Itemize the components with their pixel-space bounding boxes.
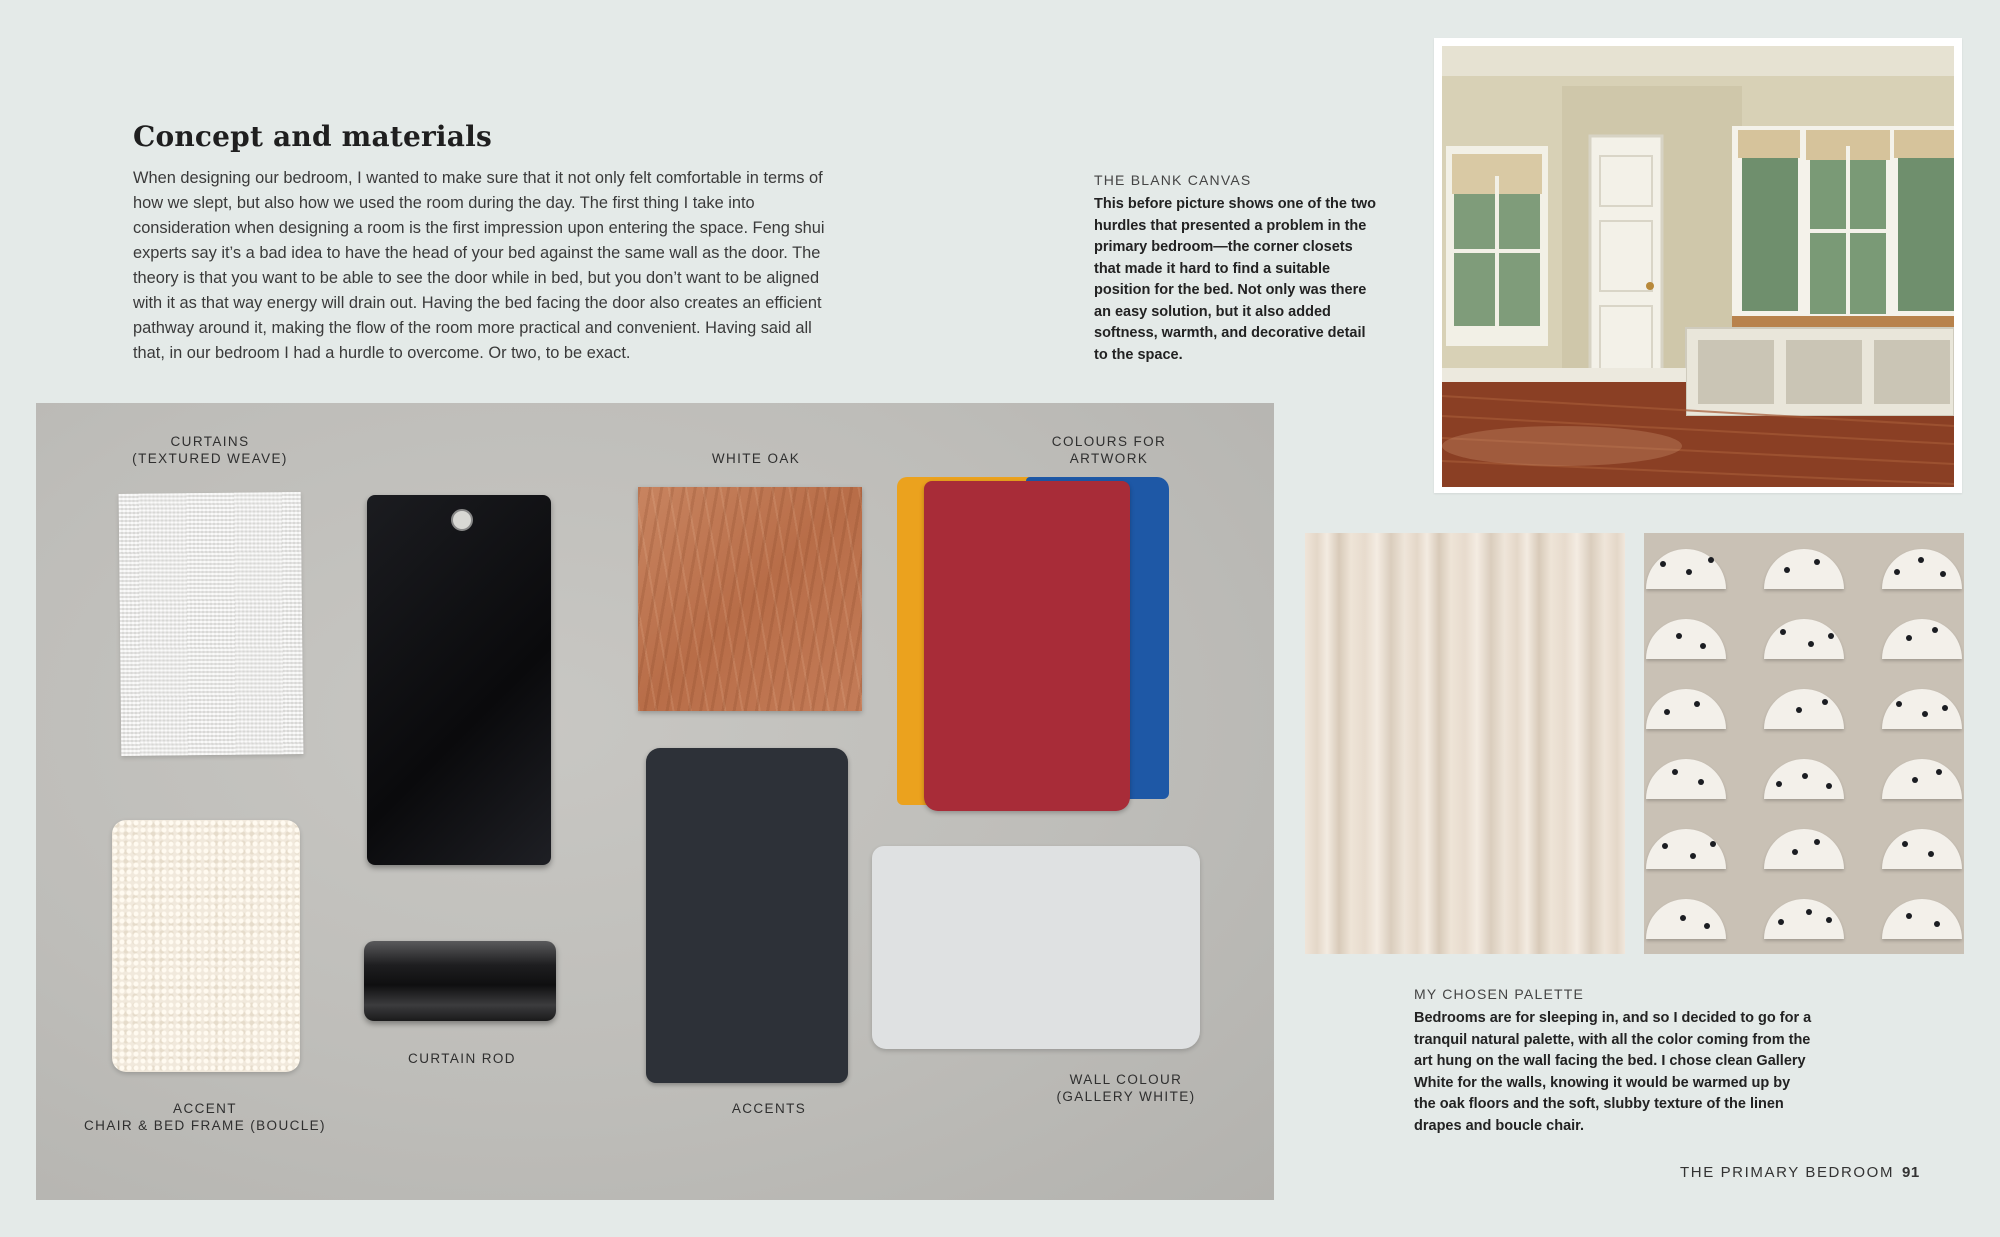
page-number: 91 [1902,1164,1920,1181]
label-curtain-rod: CURTAIN ROD [408,1051,516,1066]
black-tile-swatch [367,495,551,865]
label-white-oak: WHITE OAK [711,451,801,466]
page-heading: Concept and materials [133,120,492,153]
linen-curtain-photo [1305,533,1625,954]
caption-body: This before picture shows one of the two hurdles that presented a problem in the primary bedroom—the corner closets that made it hard to find a suitable position for the bed. Not only was there an easy solution, but it also added softness, warmth, and decorative detail to the space. [1094,196,1376,363]
white-oak-swatch [638,487,862,711]
ceramic-half-moons-photo [1644,533,1964,954]
label-curtains: CURTAINS (TEXTURED WEAVE) [132,434,288,466]
label-accents: ACCENTS [731,1101,807,1116]
body-paragraph: When designing our bedroom, I wanted to make sure that it not only felt comfortable in terms of how we slept, but also how we used the room during the day. The first thing I take into consideration when designing a room is the first impression upon entering the space. Feng shui experts say it’s a bad idea to have the head of your bed against the same wall as the door. The theory is that you want to be able to see the door while in bed, but you don’t want to be aligned with it as that way energy will drain out. Having the bed facing the door also creates an efficient pathway around it, making the flow of the room more practical and convenient. Having said all that, in our bedroom I had a hurdle to overcome. Or two, to be exact. [133,169,825,362]
caption-blank-canvas [1094,172,1380,366]
boucle-fabric-swatch [112,820,300,1072]
room-illustration [1442,46,1954,487]
curtain-rod-sample [364,941,556,1021]
page-footer [1680,1164,1920,1181]
label-accent-chair: ACCENT CHAIR & BED FRAME (BOUCLE) [84,1101,326,1133]
room-before-photo [1442,46,1954,487]
caption-title: THE BLANK CANVAS [1094,172,1252,188]
label-colours-for-artwork: COLOURS FOR ARTWORK [1051,434,1167,466]
artwork-red-card [924,481,1130,811]
materials-board-photo [36,403,1274,1200]
caption-title: MY CHOSEN PALETTE [1414,986,1585,1002]
caption-palette [1414,986,1814,1137]
running-head: THE PRIMARY BEDROOM [1680,1164,1895,1181]
accent-navy-card [646,748,848,1083]
label-wall-colour: WALL COLOUR (GALLERY WHITE) [1056,1072,1196,1104]
curtain-fabric-swatch [119,492,304,756]
caption-body: Bedrooms are for sleeping in, and so I decided to go for a tranquil natural palette, with all the color coming from the art hung on the wall facing the bed. I chose clean Gallery White for the walls, knowing it would be warmed up by the oak floors and the soft, slubby texture of the linen drapes and boucle chair. [1414,1010,1812,1134]
tile-hole [451,509,473,531]
gallery-white-card [872,846,1200,1049]
